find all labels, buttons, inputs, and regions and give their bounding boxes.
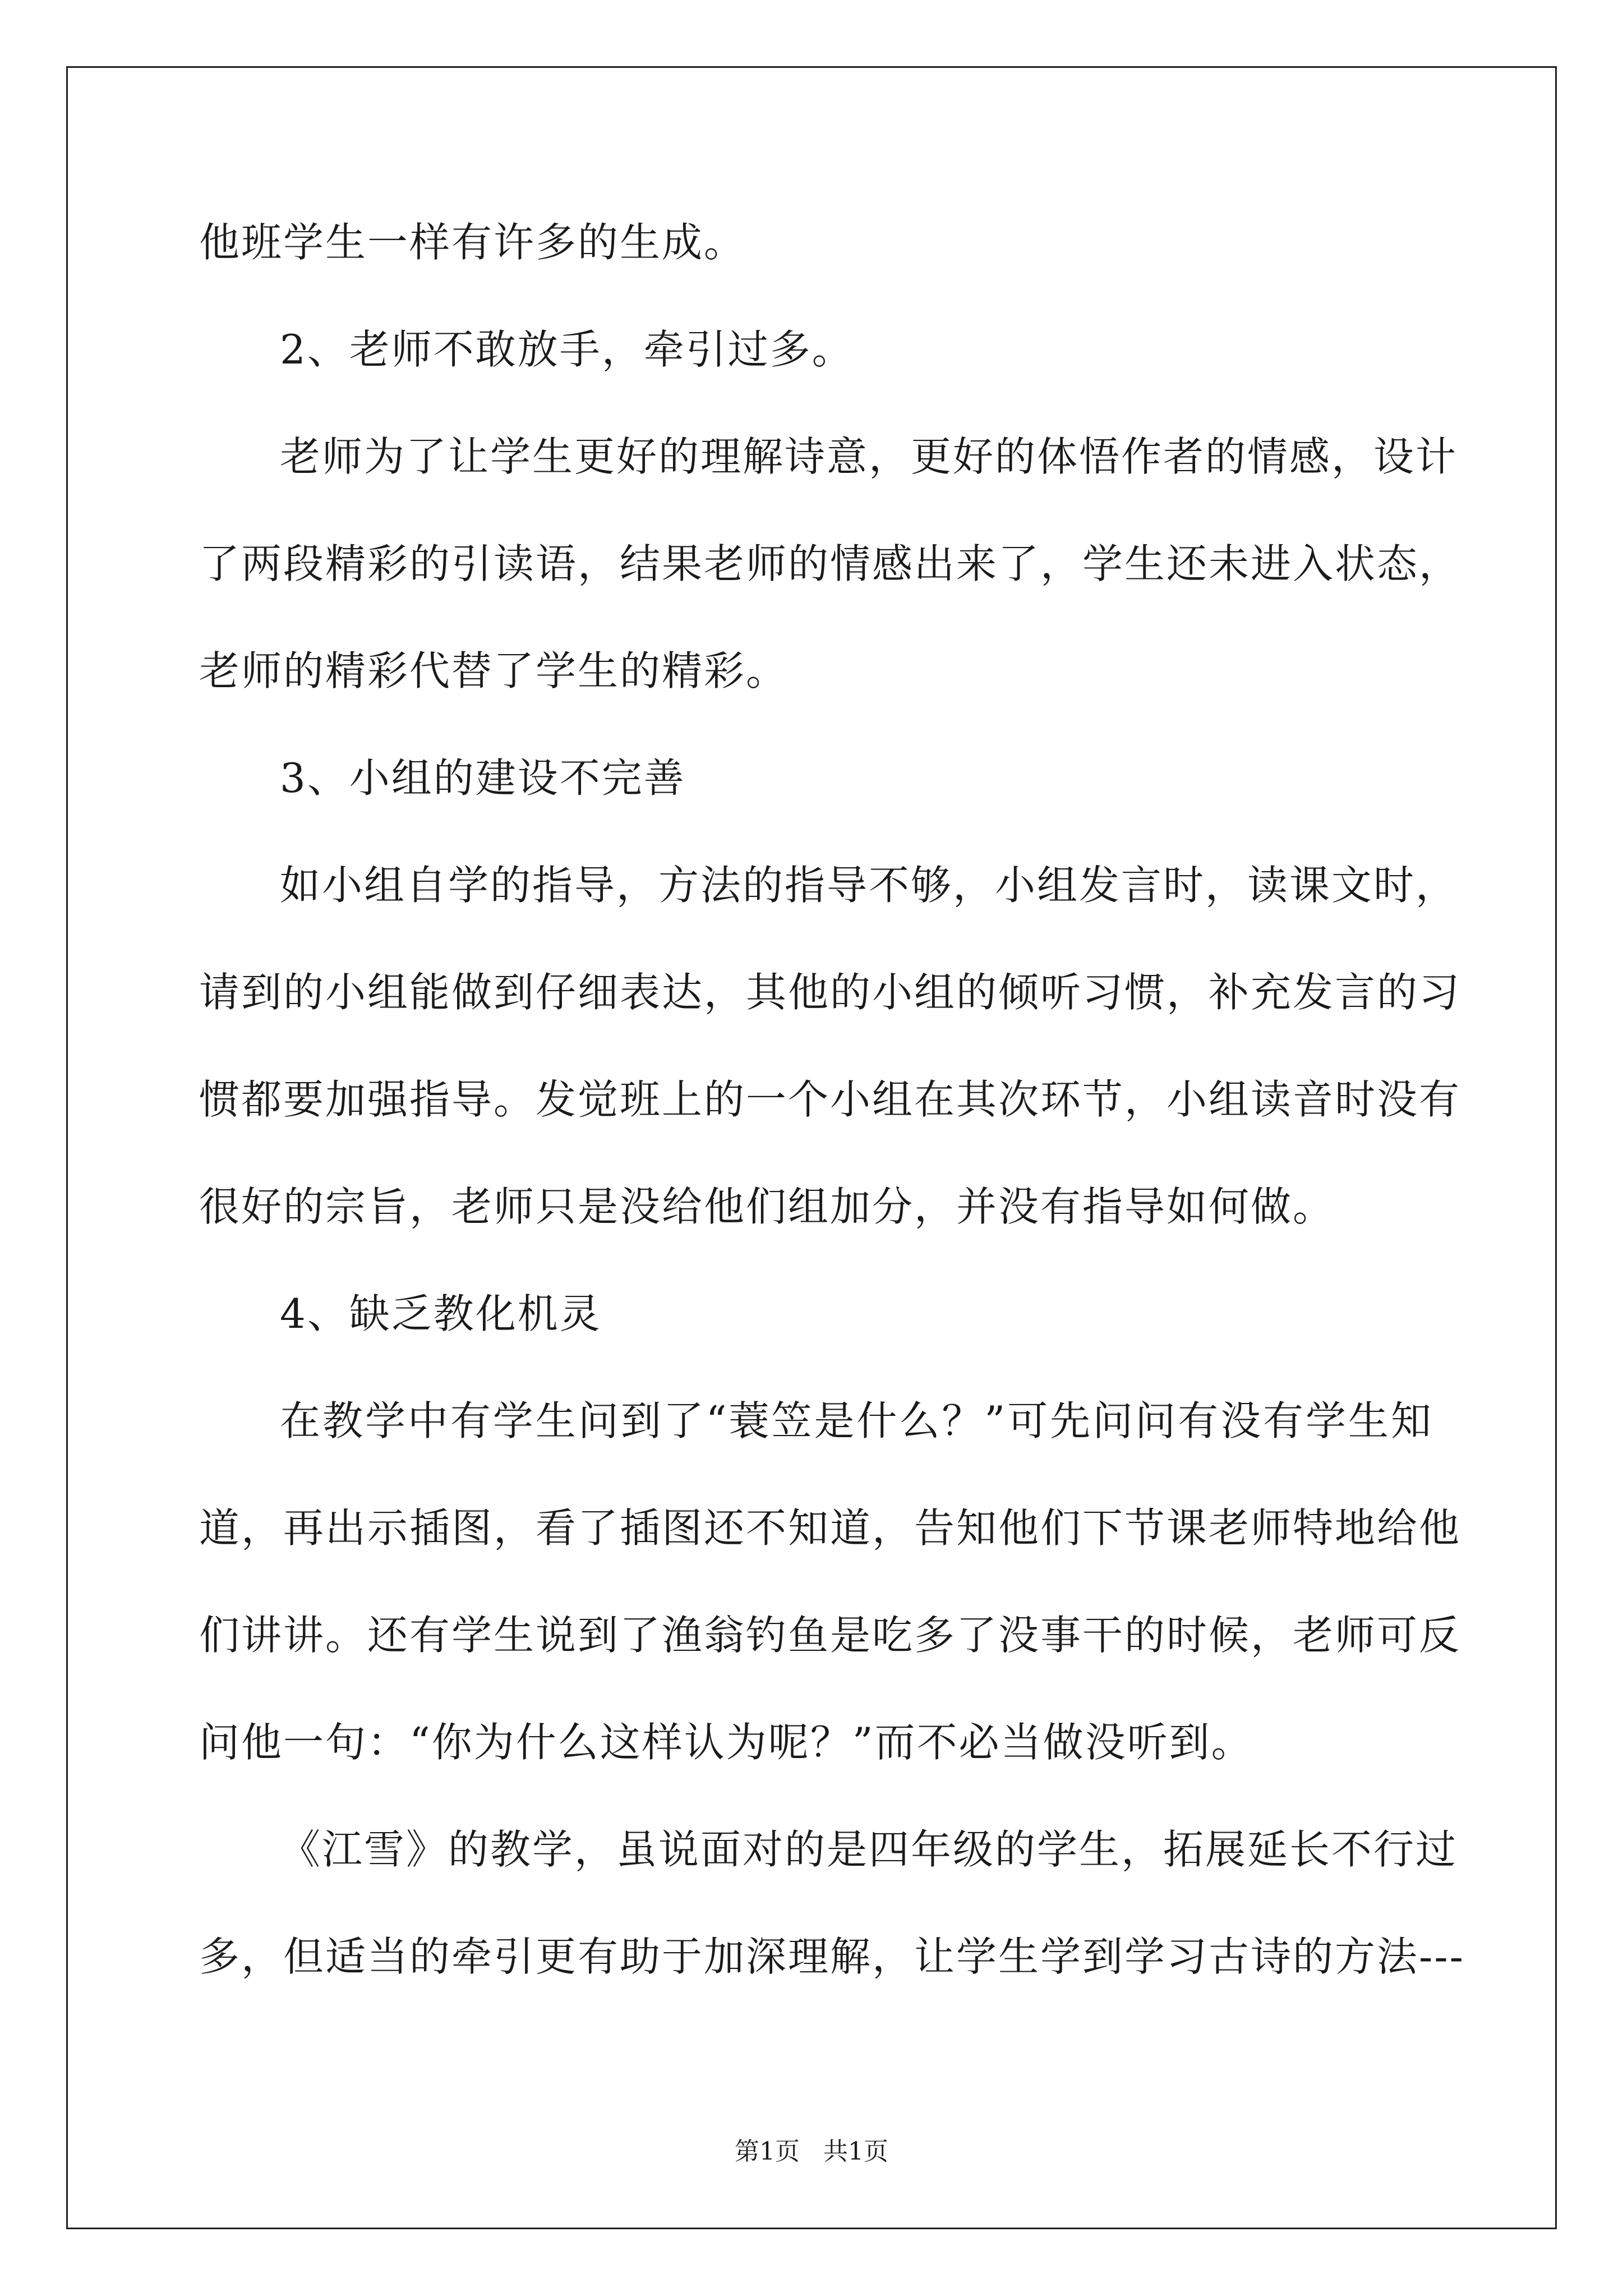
paragraph-line: 老师的精彩代替了学生的精彩。 [199, 647, 789, 694]
paragraph-line: 老师为了让学生更好的理解诗意，更好的体悟作者的情感，设计 [280, 433, 1458, 480]
paragraph-line: 道，再出示插图，看了插图还不知道，告知他们下节课老师特地给他 [199, 1504, 1461, 1552]
paragraph-line: 惯都要加强指导。发觉班上的一个小组在其次环节，小组读音时没有 [199, 1076, 1461, 1123]
paragraph-line: 了两段精彩的引读语，结果老师的情感出来了，学生还未进入状态， [199, 540, 1461, 587]
paragraph-line: 问他一句：“你为什么这样认为呢？”而不必当做没听到。 [199, 1719, 1253, 1766]
section-heading: 2、老师不敢放手，牵引过多。 [280, 326, 854, 373]
paragraph-line: 请到的小组能做到仔细表达，其他的小组的倾听习惯，补充发言的习 [199, 969, 1461, 1016]
page-footer [0, 2136, 1623, 2168]
paragraph-line: 很好的宗旨，老师只是没给他们组加分，并没有指导如何做。 [199, 1183, 1335, 1230]
document-body [199, 216, 1465, 2037]
paragraph-line: 多，但适当的牵引更有助于加深理解，让学生学到学习古诗的方法--- [199, 1933, 1465, 1980]
section-heading: 3、小组的建设不完善 [280, 754, 686, 802]
page-total: 共1页 [823, 2137, 888, 2166]
paragraph-line: 在教学中有学生问到了“蓑笠是什么？”可先问问有没有学生知 [280, 1397, 1433, 1444]
paragraph-line: 如小组自学的指导，方法的指导不够，小组发言时，读课文时， [280, 862, 1458, 909]
paragraph-line: 们讲讲。还有学生说到了渔翁钓鱼是吃多了没事干的时候，老师可反 [199, 1612, 1461, 1659]
paragraph-line: 他班学生一样有许多的生成。 [199, 219, 746, 266]
paragraph-line: 《江雪》的教学，虽说面对的是四年级的学生，拓展延长不行过 [280, 1826, 1458, 1873]
page-number: 第1页 [735, 2137, 800, 2166]
section-heading: 4、缺乏教化机灵 [280, 1290, 602, 1337]
